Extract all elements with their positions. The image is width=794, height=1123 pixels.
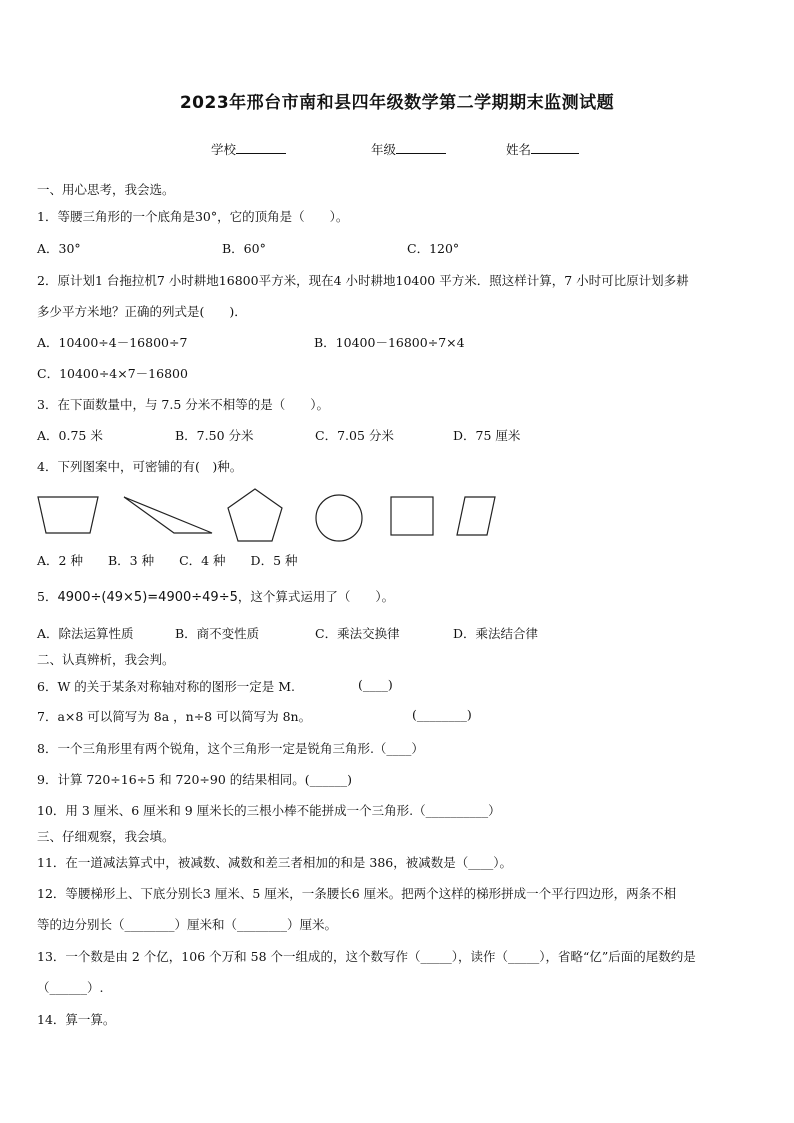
question-11: 11．在一道减法算式中，被减数、减数和差三者相加的和是 386，被减数是（____）。: [37, 855, 512, 870]
question-10: 10．用 3 厘米、6 厘米和 9 厘米长的三根小棒不能拼成一个三角形.（__________）: [37, 803, 501, 818]
school-field: [211, 140, 286, 158]
question-1: 1．等腰三角形的一个底角是30°，它的顶角是（ ）。: [37, 209, 349, 224]
question-6: 6．W 的关于某条对称轴对称的图形一定是 M.: [37, 679, 296, 694]
q5-option-c: C．乘法交换律: [315, 626, 400, 641]
q4-shapes-row: [0, 485, 794, 550]
question-14: 14．算一算。: [37, 1012, 116, 1027]
school-label: 学校: [211, 142, 237, 157]
pentagon-shape: [226, 487, 284, 543]
question-5: [37, 587, 394, 605]
q5-option-b: B．商不变性质: [175, 626, 260, 641]
parallelogram-shape: [455, 495, 497, 537]
grade-blank[interactable]: [396, 141, 446, 154]
q3-option-d: D．75 厘米: [453, 428, 521, 443]
question-2-line-2: 多少平方米地？正确的列式是( )．: [37, 304, 247, 319]
question-12-line-1: 12．等腰梯形上、下底分别长3 厘米、5 厘米，一条腰长6 厘米。把两个这样的梯形拼成一个平行四边形，两条不相: [37, 886, 677, 901]
q3-option-c: C．7.05 分米: [315, 428, 394, 443]
question-8: 8．一个三角形里有两个锐角，这个三角形一定是锐角三角形.（____）: [37, 741, 424, 756]
page-title: 2023年邢台市南和县四年级数学第二学期期末监测试题: [179, 93, 615, 113]
grade-label: 年级: [371, 142, 397, 157]
q5-option-a: A．除法运算性质: [37, 626, 134, 641]
obtuse-triangle-shape: [122, 495, 214, 535]
grade-field: [371, 140, 446, 158]
q4-options: A．2 种 B．3 种 C．4 种 D．5 种: [37, 553, 298, 568]
q5-text: ，这个算式运用了（ ）。: [237, 589, 395, 604]
question-13-line-2: （______）.: [37, 980, 104, 995]
q1-option-b: B．60°: [222, 241, 266, 256]
q2-option-b: B．10400－16800÷7×4: [314, 335, 465, 350]
circle-shape: [314, 493, 364, 543]
q3-option-b: B．7.50 分米: [175, 428, 254, 443]
section-heading-judge: 二、认真辨析，我会判。: [37, 652, 175, 667]
question-3: 3．在下面数量中，与 7.5 分米不相等的是（ ）。: [37, 397, 330, 412]
section-heading-fill: 三、仔细观察，我会填。: [37, 829, 175, 844]
question-2-line-1: 2．原计划1 台拖拉机7 小时耕地16800平方米，现在4 小时耕地10400 平方米．照这样计算，7 小时可比原计划多耕: [37, 273, 689, 288]
q7-answer-paren[interactable]: (________): [412, 707, 472, 722]
q2-option-a: A．10400÷4－16800÷7: [37, 335, 188, 350]
q1-option-c: C．120°: [407, 241, 460, 256]
q5-option-d: D．乘法结合律: [453, 626, 539, 641]
q5-formula: 4900÷(49×5)=4900÷49÷5: [57, 590, 238, 605]
name-label: 姓名: [506, 142, 532, 157]
section-heading-choice: 一、用心思考，我会选。: [37, 182, 175, 197]
name-field: [506, 140, 579, 158]
student-info-row: [0, 140, 794, 160]
question-13-line-1: 13．一个数是由 2 个亿，106 个万和 58 个一组成的，这个数写作（_____），读作（_____），省略“亿”后面的尾数约是: [37, 949, 696, 964]
square-shape: [389, 495, 435, 537]
name-blank[interactable]: [531, 141, 579, 154]
question-7: 7．a×8 可以简写为 8a ，n÷8 可以简写为 8n。: [37, 709, 312, 724]
trapezoid-shape: [36, 495, 100, 535]
question-9: 9．计算 720÷16÷5 和 720÷90 的结果相同。(______): [37, 772, 353, 787]
q1-option-a: A．30°: [37, 241, 81, 256]
q2-option-c: C．10400÷4×7－16800: [37, 366, 188, 381]
question-4: 4．下列图案中，可密铺的有( )种。: [37, 459, 243, 474]
school-blank[interactable]: [236, 141, 286, 154]
q3-option-a: A．0.75 米: [37, 428, 103, 443]
q5-number: 5．: [37, 589, 58, 604]
question-12-line-2: 等的边分别长（________）厘米和（________）厘米。: [37, 917, 338, 932]
q6-answer-paren[interactable]: (____): [358, 677, 393, 692]
